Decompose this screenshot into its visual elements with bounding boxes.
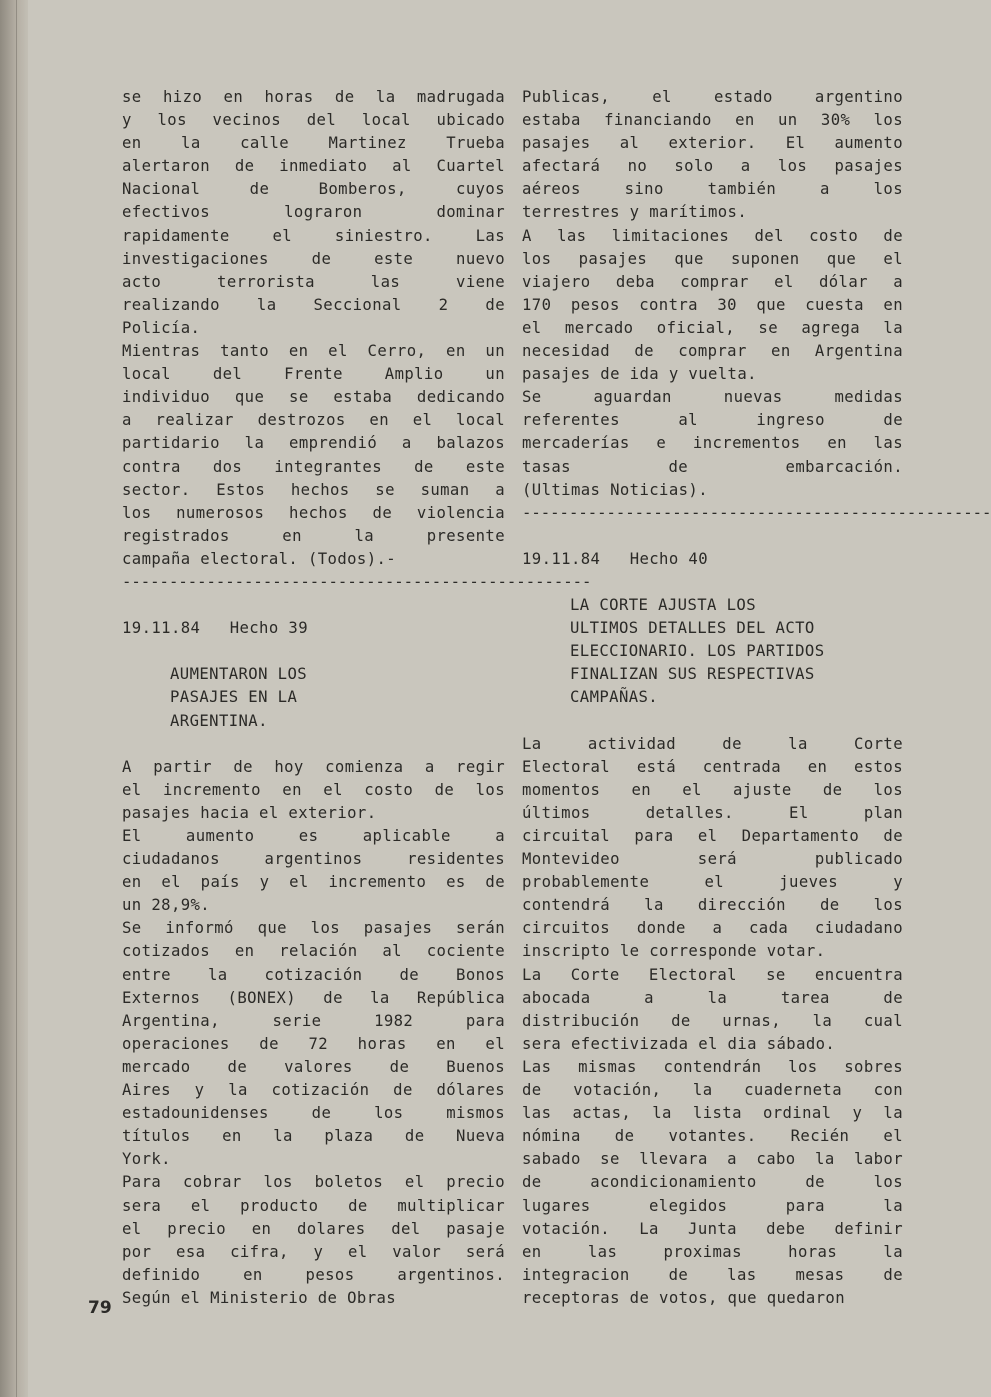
text-line: Publicas, el estado argentino [522, 88, 903, 106]
text-line: mercado de valores de Buenos [122, 1057, 505, 1076]
text-line: estaba financiando en un 30% los [522, 111, 903, 130]
text-line: circuital para el Departamento de [522, 827, 903, 845]
text-line: Se informó que los pasajes serán [122, 919, 505, 938]
text-line: pasajes al exterior. El aumento [522, 134, 903, 153]
text-line: Electoral está centrada en estos [522, 757, 903, 776]
page-binding-edge [0, 0, 28, 1397]
text-line: probablemente el jueves y [522, 873, 903, 892]
text-line: lugares elegidos para la [522, 1196, 903, 1215]
text-line: Mientras tanto en el Cerro, en un [122, 342, 505, 361]
right-separator: -------------------------------------------------- [522, 503, 991, 522]
text-line: por esa cifra, y el valor será [122, 1242, 505, 1261]
left-column [122, 86, 592, 1310]
text-line: A partir de hoy comienza a regir [122, 757, 505, 776]
text-line: La Corte Electoral se encuentra [522, 965, 903, 984]
text-line: Montevideo será publicado [522, 850, 903, 869]
text-line: La actividad de la Corte [522, 734, 903, 753]
text-line: Aires y la cotización de dólares [122, 1081, 505, 1100]
headline-line: FINALIZAN SUS RESPECTIVAS [570, 665, 815, 684]
text-line: los pasajes que suponen que el [522, 249, 903, 268]
text-line: Externos (BONEX) de la República [122, 988, 505, 1007]
text-line: integracion de las mesas de [522, 1265, 903, 1284]
text-line: se hizo en horas de la madrugada [122, 88, 505, 106]
text-line: ciudadanos argentinos residentes [122, 850, 505, 869]
text-line: terrestres y marítimos. [522, 203, 748, 222]
text-line: en el país y el incremento es de [122, 873, 505, 892]
text-line: tasas de embarcación. [522, 457, 903, 476]
text-line: A las limitaciones del costo de [522, 226, 903, 245]
text-line: votación. La Junta debe definir [522, 1219, 903, 1238]
right-intro-paragraph [522, 86, 903, 225]
text-line: mercaderías e incrementos en las [522, 434, 903, 453]
text-line: alertaron de inmediato al Cuartel [122, 157, 505, 176]
text-line: El aumento es aplicable a [122, 827, 505, 845]
text-line: un 28,9%. [122, 896, 211, 915]
text-line: las actas, la lista ordinal y la [522, 1104, 903, 1123]
text-line: inscripto le corresponde votar. [522, 942, 826, 961]
text-line: el incremento en el costo de los [122, 780, 505, 799]
text-line: definido en pesos argentinos. [122, 1265, 505, 1284]
body-paragraph [122, 1171, 505, 1310]
headline-line: AUMENTARON LOS [170, 665, 308, 684]
text-line: Se aguardan nuevas medidas [522, 388, 903, 407]
right-column [522, 86, 991, 1310]
text-line: a realizar destrozos en el local [122, 411, 505, 430]
text-line: Para cobrar los boletos el precio [122, 1173, 505, 1192]
text-line: Argentina, serie 1982 para [122, 1011, 505, 1030]
text-line: de votación, la cuaderneta con [522, 1081, 903, 1100]
headline-line: ARGENTINA. [170, 711, 268, 730]
body-paragraph [122, 756, 505, 825]
text-line: circuitos donde a cada ciudadano [522, 919, 903, 938]
text-line: Policía. [122, 318, 201, 337]
text-line: de acondicionamiento de los [522, 1173, 903, 1192]
right-intro-paragraph-2 [522, 225, 903, 387]
text-line: sera efectivizada el dia sábado. [522, 1034, 836, 1053]
headline-line: ULTIMOS DETALLES DEL ACTO [570, 619, 815, 638]
entry-40-label: Hecho 40 [629, 549, 708, 568]
headline-line: LA CORTE AJUSTA LOS [570, 596, 756, 615]
text-line: viajero deba comprar el dólar a [522, 272, 903, 291]
left-separator: -------------------------------------------------- [122, 572, 592, 591]
text-line: y los vecinos del local ubicado [122, 111, 505, 130]
headline-line: PASAJES EN LA [170, 688, 298, 707]
entry-39-header [122, 617, 505, 640]
text-line: Nacional de Bomberos, cuyos [122, 180, 505, 199]
text-line: partidario la emprendió a balazos [122, 434, 505, 453]
entry-40-body [522, 733, 903, 1310]
text-line: necesidad de comprar en Argentina [522, 342, 903, 361]
entry-40-headline [570, 594, 903, 709]
body-paragraph [122, 917, 505, 1171]
text-line: Las mismas contendrán los sobres [522, 1057, 903, 1076]
text-line: el mercado oficial, se agrega la [522, 318, 903, 337]
right-intro-paragraph-3 [522, 386, 903, 501]
text-line: los numerosos hechos de violencia [122, 503, 505, 522]
text-line: pasajes de ida y vuelta. [522, 365, 757, 384]
body-paragraph [522, 1056, 903, 1310]
entry-39-headline [170, 663, 505, 732]
body-paragraph [122, 825, 505, 917]
text-line: York. [122, 1150, 171, 1169]
entry-39-body [122, 756, 505, 1310]
entry-39-date: 19.11.84 [122, 619, 201, 638]
text-line: individuo que se estaba dedicando [122, 388, 505, 407]
body-paragraph [522, 733, 903, 964]
text-line: referentes al ingreso de [522, 411, 903, 430]
entry-40-header [522, 548, 903, 571]
text-line: el precio en dolares del pasaje [122, 1219, 505, 1238]
text-line: estadounidenses de los mismos [122, 1104, 505, 1123]
text-line: campaña electoral. (Todos).- [122, 549, 397, 568]
text-line: momentos en el ajuste de los [522, 780, 903, 799]
text-line: receptoras de votos, que quedaron [522, 1288, 846, 1307]
text-line: abocada a la tarea de [522, 988, 903, 1007]
text-line: nómina de votantes. Recién el [522, 1127, 903, 1146]
text-line: títulos en la plaza de Nueva [122, 1127, 505, 1146]
text-line: afectará no solo a los pasajes [522, 157, 903, 176]
text-line: contendrá la dirección de los [522, 896, 903, 915]
headline-line: ELECCIONARIO. LOS PARTIDOS [570, 642, 825, 661]
text-line: en las proximas horas la [522, 1242, 903, 1261]
body-paragraph [522, 964, 903, 1056]
text-line: local del Frente Amplio un [122, 365, 505, 384]
text-line: rapidamente el siniestro. Las [122, 226, 505, 245]
text-line: sector. Estos hechos se suman a [122, 480, 505, 499]
left-intro-paragraph-2 [122, 340, 505, 571]
page-number: 79 [88, 1298, 112, 1318]
text-line: sabado se llevara a cabo la labor [522, 1150, 903, 1169]
text-line: Según el Ministerio de Obras [122, 1288, 397, 1307]
text-line: realizando la Seccional 2 de [122, 295, 505, 314]
text-line: investigaciones de este nuevo [122, 249, 505, 268]
left-intro-paragraph [122, 86, 505, 340]
text-line: contra dos integrantes de este [122, 457, 505, 476]
text-line: sera el producto de multiplicar [122, 1196, 505, 1215]
text-line: pasajes hacia el exterior. [122, 803, 377, 822]
text-line: aéreos sino también a los [522, 180, 903, 199]
text-line: acto terrorista las viene [122, 272, 505, 291]
entry-40-date: 19.11.84 [522, 549, 601, 568]
text-line: efectivos lograron dominar [122, 203, 505, 222]
text-line: distribución de urnas, la cual [522, 1011, 903, 1030]
text-line: (Ultimas Noticias). [522, 480, 708, 499]
text-line: entre la cotización de Bonos [122, 965, 505, 984]
text-line: registrados en la presente [122, 526, 505, 545]
headline-line: CAMPAÑAS. [570, 688, 659, 707]
text-line: 170 pesos contra 30 que cuesta en [522, 295, 903, 314]
text-line: en la calle Martinez Trueba [122, 134, 505, 153]
entry-39-label: Hecho 39 [229, 619, 308, 638]
text-line: últimos detalles. El plan [522, 803, 903, 822]
text-line: operaciones de 72 horas en el [122, 1034, 505, 1053]
text-line: cotizados en relación al cociente [122, 942, 505, 961]
